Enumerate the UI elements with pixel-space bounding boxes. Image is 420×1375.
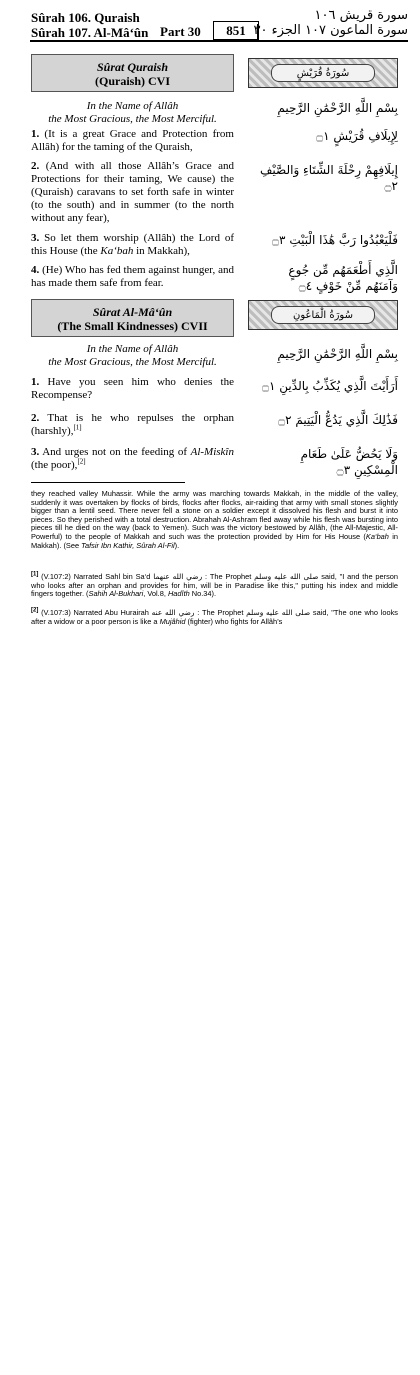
footnote-number: [1] [31, 571, 39, 578]
verse-text: (He) Who has fed them against hunger, and has made them safe from fear. [31, 264, 234, 289]
footnote-marker[interactable]: [2] [77, 457, 86, 466]
header-arabic [254, 8, 408, 38]
footnote-text: said, "I and the person who looks after an orphan and provides for him, will be in Paradise like this," putting his index and middle fingers together. ( [31, 572, 398, 599]
footnote-text: ). [174, 540, 180, 550]
verse-number: 2. [31, 160, 40, 172]
footnote-italic: Tafsir Ibn Kathir, Sûrah Al-Fil [81, 540, 175, 550]
verse-text: Have you seen him who denies the Recompense? [31, 376, 234, 401]
verse-107-1 [31, 376, 234, 402]
footnote-rule [31, 482, 185, 483]
footnote-text: (V.107:3) Narrated Abu Hurairah [38, 608, 152, 617]
verse-106-2-arabic: إِيلَافِهِمْ رِحْلَةَ الشِّتَاءِ وَالصَّيْفِ ۝٢ [260, 163, 398, 193]
verse-text-end: in Makkah), [133, 245, 190, 257]
header-surah-106: Sûrah 106. Quraish [31, 10, 140, 25]
surah-maun-ornament [248, 300, 398, 330]
footnote-text: said, "The one who looks after a widow or a poor person is like a [31, 608, 399, 626]
verse-text: So let them worship (Allâh) the Lord of this House (the [31, 232, 234, 257]
verse-text: And urges not on the feeding of [39, 446, 191, 458]
footnote-italic: Sahih Al-Bukhari [88, 589, 144, 599]
basmala-line-1: In the Name of Allâh [86, 100, 179, 112]
header-surah-titles [31, 10, 148, 40]
surah-maun-banner [31, 299, 234, 337]
verse-text: That is he who repulses the orphan (harshly), [31, 412, 234, 437]
footnote-text: (fighter) who fights for Allâh’s [185, 616, 283, 626]
footnote-text: , Vol.8, [143, 589, 168, 599]
verse-number: 1. [31, 376, 40, 388]
page-number: 851 [213, 21, 259, 40]
verse-italic: Ka‘bah [100, 245, 134, 257]
footnote-text: No.34). [189, 589, 217, 599]
verse-106-2 [31, 160, 234, 225]
surah-maun-name: Sûrat Al-Mâ‘ûn [92, 305, 173, 319]
footnote-marker[interactable]: [1] [73, 423, 82, 432]
footnote-text: : The Prophet [202, 572, 255, 581]
verse-106-4 [31, 264, 234, 290]
verse-107-2 [31, 412, 234, 438]
footnote-2 [31, 609, 398, 626]
verse-106-4-arabic: الَّذِي أَطْعَمَهُم مِّن جُوعٍ وَآمَنَهُم مِّنْ خَوْفٍ ۝٤ [288, 263, 398, 293]
verse-number: 4. [31, 264, 40, 276]
basmala-line-2: the Most Gracious, the Most Merciful. [48, 113, 217, 125]
surah-quraish-ornament-text: سُورَةُ قُرَيْشٍ [271, 64, 375, 82]
verse-text-end: (the poor), [31, 459, 78, 471]
footnote-continued [31, 490, 398, 550]
footnote-italic: Ka‘bah [365, 531, 389, 541]
footnote-text: they reached valley Muhassir. While the army was marching towards Makkah, in the middle of the valley, suddenly it was overtaken by flocks of birds, flocks after flocks, air-raiding that army with small stones slightly bigger than a lentil seed. There never fell a stone on a soldier except it dissolved his flesh and burst it into pieces. So they perished with a total destruction. Abrahah Al-Ashram fled away while his flesh was bursting into pieces till he died on the way (back to Yemen). Such was the victory bestowed by Allâh, (the All-Majestic, All-Powerful) to the people of Makkah and such was the protection provided by Him for His House ( [31, 489, 398, 541]
verse-107-3-arabic: وَلَا يَحُضُّ عَلَىٰ طَعَامِ الْمِسْكِينِ ۝٣ [300, 447, 398, 477]
footnote-italic: Mujâhid [159, 616, 186, 626]
footnote-number: [2] [31, 607, 39, 614]
verse-text: (And with all those Allâh’s Grace and Protections for their taming, We cause) the (Quraish) caravans to set forth safe in winter (to the south) and in summer (to the north without any fear), [31, 160, 234, 224]
footnote-arabic: رضي الله عنه [151, 608, 195, 617]
surah-quraish-ornament [248, 58, 398, 88]
basmala-english-1 [31, 100, 234, 126]
basmala-arabic-1: بِسْمِ اللَّهِ الرَّحْمَٰنِ الرَّحِيمِ [277, 101, 398, 115]
basmala-line-1: In the Name of Allâh [86, 343, 179, 355]
surah-quraish-name: Sûrat Quraish [96, 60, 169, 74]
footnote-text: : The Prophet [194, 608, 247, 617]
surah-quraish-banner [31, 54, 234, 92]
verse-106-3 [31, 232, 234, 258]
header-surah-107: Sûrah 107. Al-Mâ‘ûn [31, 25, 149, 40]
surah-maun-subtitle: (The Small Kindnesses) CVII [57, 319, 208, 333]
verse-106-3-arabic: فَلْيَعْبُدُوا رَبَّ هَٰذَا الْبَيْتِ ۝٣ [272, 233, 398, 247]
surah-maun-ornament-text: سُورَةُ الْمَاعُونِ [271, 306, 375, 324]
verse-number: 1. [31, 128, 40, 140]
footnote-italic: Hadîth [167, 589, 190, 599]
header-arabic-line2: سورة الماعون ١٠٧ الجزء ٣٠ [253, 23, 408, 38]
verse-107-1-arabic: أَرَأَيْتَ الَّذِي يُكَذِّبُ بِالدِّينِ ۝١ [262, 379, 398, 393]
verse-107-2-arabic: فَذَٰلِكَ الَّذِي يَدُعُّ الْيَتِيمَ ۝٢ [278, 413, 398, 427]
footnote-arabic: صلى الله عليه وسلم [246, 608, 311, 617]
basmala-english-2 [31, 343, 234, 369]
footnote-text: in Makkah). (See [31, 531, 398, 550]
verse-number: 3. [31, 232, 40, 244]
footnote-arabic: صلى الله عليه وسلم [254, 572, 319, 581]
footnote-arabic: رضي الله عنهما [153, 572, 203, 581]
header-rule [30, 40, 408, 42]
verse-number: 2. [31, 412, 40, 424]
verse-number: 3. [31, 446, 40, 458]
verse-106-1 [31, 128, 234, 154]
basmala-arabic-2: بِسْمِ اللَّهِ الرَّحْمَٰنِ الرَّحِيمِ [277, 347, 398, 361]
header-arabic-line1: سورة قريش ١٠٦ [314, 8, 408, 23]
basmala-line-2: the Most Gracious, the Most Merciful. [48, 356, 217, 368]
verse-italic: Al-Miskîn [190, 446, 234, 458]
header-part: Part 30 [160, 24, 201, 39]
surah-quraish-subtitle: (Quraish) CVI [94, 74, 170, 88]
verse-106-1-arabic: لِإِيلَافِ قُرَيْشٍ ۝١ [316, 129, 398, 143]
verse-107-3 [31, 446, 234, 472]
verse-text: (It is a great Grace and Protection from Allâh) for the taming of the Quraish, [31, 128, 234, 153]
footnote-1 [31, 573, 398, 599]
footnote-text: (V.107:2) Narrated Sahl bin Sa‘d [38, 572, 154, 581]
